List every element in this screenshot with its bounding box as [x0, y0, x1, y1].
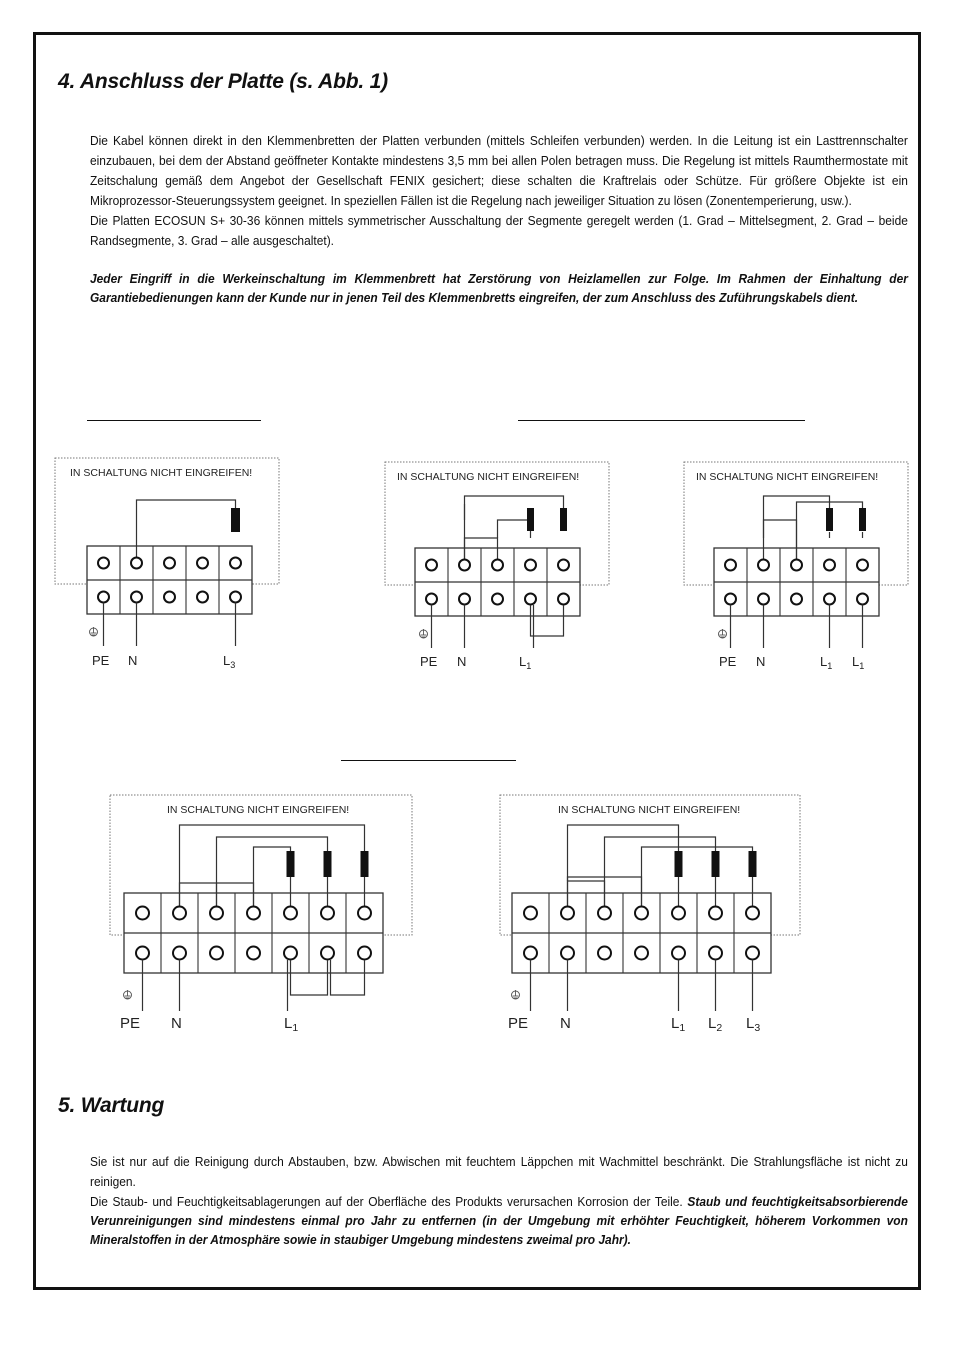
- terminal-screw-bottom: [558, 594, 569, 605]
- terminal-screw-bottom: [746, 947, 759, 960]
- terminal-label-l3: $L_3$: [223, 653, 236, 670]
- terminal-screw-bottom: [709, 947, 722, 960]
- wiring-diagram-4: [108, 793, 418, 1043]
- terminal-screw-top: [210, 907, 223, 920]
- terminal-screw-bottom: [164, 592, 175, 603]
- terminal-screw-bottom: [758, 594, 769, 605]
- terminal-screw-top: [525, 560, 536, 571]
- heater-element: [826, 508, 833, 531]
- terminal-screw-bottom: [824, 594, 835, 605]
- terminal-screw-bottom: [725, 594, 736, 605]
- wiring-diagram-1: [55, 458, 295, 678]
- terminal-label-n: N: [171, 1015, 182, 1032]
- terminal-label-pe: PE: [420, 654, 438, 669]
- terminal-screw-bottom: [492, 594, 503, 605]
- section-5-paragraph-2-plain: Die Staub- und Feuchtigkeitsablagerungen auf der Oberfläche des Produkts verursachen Korrosion der Teile.: [90, 1194, 688, 1209]
- section-4-title: 4. Anschluss der Platte (s. Abb. 1): [58, 70, 388, 93]
- terminal-label-n: N: [128, 653, 138, 668]
- terminal-screw-top: [358, 907, 371, 920]
- heater-element: [675, 851, 683, 877]
- terminal-screw-bottom: [131, 592, 142, 603]
- terminal-screw-top: [857, 560, 868, 571]
- terminal-label-l1: $L_1$: [284, 1015, 299, 1034]
- terminal-screw-bottom: [561, 947, 574, 960]
- wiring-diagram-5: [496, 793, 806, 1043]
- terminal-screw-bottom: [210, 947, 223, 960]
- terminal-label-l3: $L_3$: [746, 1015, 761, 1034]
- heater-element: [287, 851, 295, 877]
- heater-element: [324, 851, 332, 877]
- terminal-screw-top: [426, 560, 437, 571]
- terminal-label-l1: $L_1$: [852, 654, 865, 671]
- diagram-caption-underline-left: [87, 420, 261, 421]
- terminal-screw-top: [672, 907, 685, 920]
- terminal-screw-top: [758, 560, 769, 571]
- terminal-screw-bottom: [635, 947, 648, 960]
- section-5-body: [90, 1152, 908, 1249]
- terminal-label-l1: $L_1$: [519, 654, 532, 671]
- internal-wire: [498, 520, 531, 538]
- heater-element: [527, 508, 534, 531]
- terminal-screw-bottom: [525, 594, 536, 605]
- terminal-screw-top: [709, 907, 722, 920]
- terminal-label-pe: PE: [120, 1015, 141, 1032]
- terminal-label-l1: $L_1$: [671, 1015, 686, 1034]
- terminal-label-pe: PE: [508, 1015, 529, 1032]
- terminal-label-n: N: [457, 654, 467, 669]
- terminal-screw-top: [284, 907, 297, 920]
- section-4-paragraph-1: Die Kabel können direkt in den Klemmenbretten der Platten verbunden (mittels Schleifen verbunden) werden. In die Leitung ist ein Lasttrennschalter einzubauen, bei dem der Abstand geöffneter Kontakte mindestens 3,5 mm bei allen Polen betragen muss. Die Regelung ist mittels Raumthermostate mit Zeitschalung gemäß dem Angebot der Gesellschaft FENIX gesichert; diese schalten die Kraftrelais oder Schütze. Für größere Objekte ist ein Mikroprozessor-Steuerungssystem geeignet. In speziellen Fällen ist die Regelung nach jeweiliger Situation zu lösen (Zonentemperierung, usw.).: [90, 133, 908, 208]
- terminal-screw-top: [558, 560, 569, 571]
- terminal-screw-bottom: [136, 947, 149, 960]
- terminal-label-l2: $L_2$: [708, 1015, 723, 1034]
- heater-element: [361, 851, 369, 877]
- terminal-screw-bottom: [98, 592, 109, 603]
- terminal-screw-top: [197, 558, 208, 569]
- heater-element: [859, 508, 866, 531]
- enclosure-warning-label: IN SCHALTUNG NICHT EINGREIFEN!: [696, 471, 879, 483]
- section-4-paragraph-2: Die Platten ECOSUN S+ 30-36 können mittels symmetrischer Ausschaltung der Segmente geregelt werden (1. Grad – Mittelsegment, 2. Grad – beide Randsegmente, 3. Grad – alle ausgeschaltet).: [90, 213, 908, 248]
- terminal-screw-top: [746, 907, 759, 920]
- enclosure-warning-label: IN SCHALTUNG NICHT EINGREIFEN!: [558, 804, 741, 816]
- terminal-screw-bottom: [791, 594, 802, 605]
- wiring-diagram-3: [682, 460, 922, 680]
- terminal-screw-bottom: [598, 947, 611, 960]
- terminal-screw-top: [492, 560, 503, 571]
- terminal-screw-bottom: [459, 594, 470, 605]
- terminal-screw-bottom: [321, 947, 334, 960]
- terminal-label-n: N: [560, 1015, 571, 1032]
- heater-element: [231, 508, 240, 532]
- terminal-screw-bottom: [230, 592, 241, 603]
- terminal-screw-top: [598, 907, 611, 920]
- terminal-screw-top: [725, 560, 736, 571]
- terminal-screw-bottom: [173, 947, 186, 960]
- terminal-label-pe: PE: [92, 653, 110, 668]
- terminal-screw-bottom: [284, 947, 297, 960]
- diagram-caption-underline-right: [518, 420, 805, 421]
- heater-element: [560, 508, 567, 531]
- terminal-screw-bottom: [358, 947, 371, 960]
- section-5-paragraph-2-bold: Staub und feuchtigkeitsabsorbierende Verunreinigungen sind mindestens einmal pro Jahr zu entfernen (in der Umgebung mit erhöhter Feuchtigkeit, höherem Vorkommen von Mineralstoffen in der Atmosphäre sowie in staubiger Umgebung mindestens zweimal pro Jahr).: [90, 1194, 908, 1247]
- terminal-label-l1: $L_1$: [820, 654, 833, 671]
- terminal-screw-top: [561, 907, 574, 920]
- heater-element: [749, 851, 757, 877]
- diagram-caption-underline-bottom: [341, 760, 516, 761]
- terminal-screw-top: [824, 560, 835, 571]
- section-5-title: 5. Wartung: [58, 1094, 165, 1117]
- wiring-diagram-2: [383, 460, 623, 680]
- section-4-warning: Jeder Eingriff in die Werkeinschaltung im Klemmenbrett hat Zerstörung von Heizlamellen zur Folge. Im Rahmen der Einhaltung der Garantiebedienungen kann der Kunde nur in jenen Teil des Klemmenbretts eingreifen, der zum Anschluss des Zuführungskabels dient.: [90, 271, 908, 305]
- terminal-screw-top: [459, 560, 470, 571]
- terminal-screw-top: [247, 907, 260, 920]
- terminal-screw-top: [635, 907, 648, 920]
- terminal-label-n: N: [756, 654, 766, 669]
- heater-element: [712, 851, 720, 877]
- section-4-body: [90, 131, 908, 307]
- terminal-screw-bottom: [197, 592, 208, 603]
- terminal-screw-top: [164, 558, 175, 569]
- enclosure-warning-label: IN SCHALTUNG NICHT EINGREIFEN!: [397, 471, 580, 483]
- terminal-screw-bottom: [247, 947, 260, 960]
- terminal-screw-top: [136, 907, 149, 920]
- enclosure-warning-label: IN SCHALTUNG NICHT EINGREIFEN!: [70, 467, 253, 479]
- terminal-screw-bottom: [426, 594, 437, 605]
- terminal-screw-bottom: [857, 594, 868, 605]
- terminal-screw-bottom: [524, 947, 537, 960]
- section-5-paragraph-1: Sie ist nur auf die Reinigung durch Abstauben, bzw. Abwischen mit feuchtem Läppchen mit Wachmittel beschränkt. Die Strahlungsfläche ist nicht zu reinigen.: [90, 1154, 908, 1189]
- terminal-screw-top: [791, 560, 802, 571]
- terminal-screw-top: [230, 558, 241, 569]
- terminal-screw-top: [173, 907, 186, 920]
- enclosure-warning-label: IN SCHALTUNG NICHT EINGREIFEN!: [167, 804, 350, 816]
- section-5-paragraph-2: [90, 1192, 908, 1249]
- terminal-screw-top: [524, 907, 537, 920]
- terminal-screw-top: [131, 558, 142, 569]
- terminal-screw-top: [98, 558, 109, 569]
- terminal-screw-top: [321, 907, 334, 920]
- terminal-label-pe: PE: [719, 654, 737, 669]
- terminal-screw-bottom: [672, 947, 685, 960]
